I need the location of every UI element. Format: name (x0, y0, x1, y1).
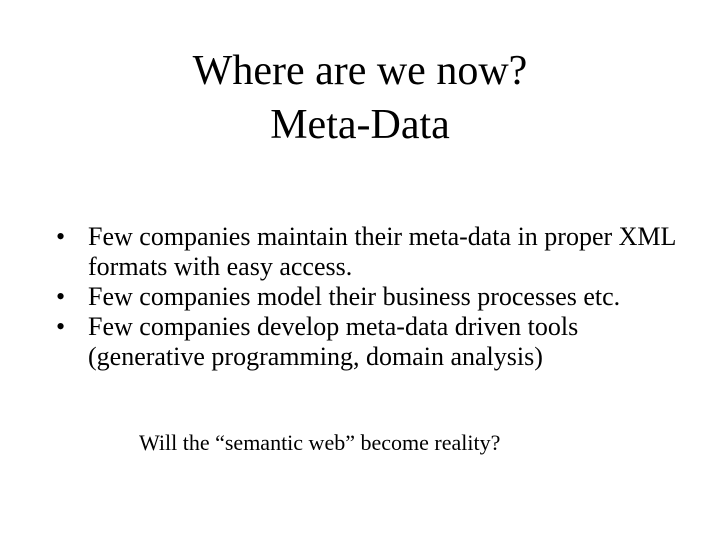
bullet-dot-icon: • (56, 222, 66, 251)
slide-title-line-2: Meta-Data (270, 102, 450, 148)
bullet-dot-icon: • (56, 282, 66, 311)
bullet-list (56, 222, 686, 372)
bullet-item (56, 282, 686, 312)
slide-title-line-1: Where are we now? (192, 48, 528, 94)
bullet-text: Few companies maintain their meta-data in proper XML formats with easy access. (88, 222, 676, 281)
bullet-text: Few companies develop meta-data driven tools (generative programming, domain analysis) (88, 312, 579, 371)
bullet-item (56, 222, 686, 282)
bullet-item (56, 312, 686, 372)
bullet-text: Few companies model their business processes etc. (88, 282, 621, 311)
bullet-dot-icon: • (56, 312, 66, 341)
closing-question: Will the “semantic web” become reality? (139, 430, 501, 455)
